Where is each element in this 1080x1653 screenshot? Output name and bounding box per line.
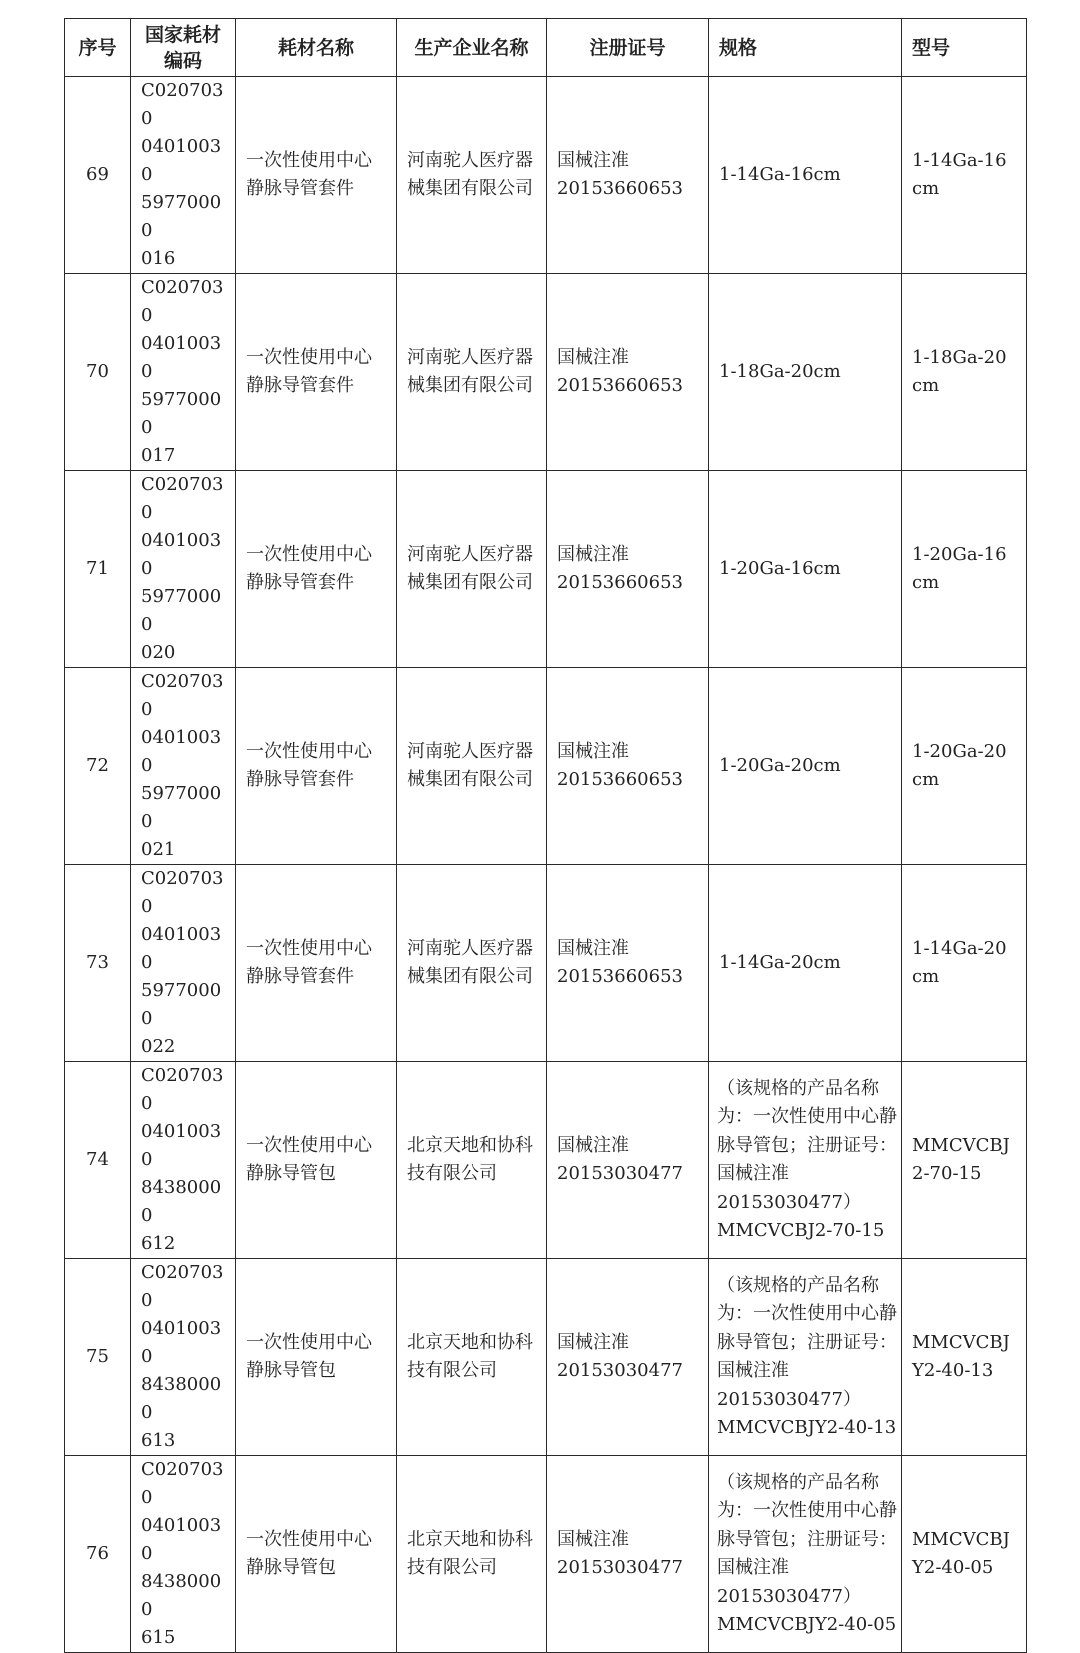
registration-cell: 国械注准 20153660653 — [547, 471, 709, 668]
code-cell: C0207030 04010030 59770000 020 — [131, 471, 236, 668]
table-row — [65, 865, 1027, 1062]
model-cell: 1-18Ga-20cm — [902, 274, 1027, 471]
code-cell: C0207030 04010030 59770000 016 — [131, 77, 236, 274]
model-cell: MMCVCBJY2-40-05 — [902, 1456, 1027, 1653]
name-cell: 一次性使用中心静脉导管套件 — [236, 865, 397, 1062]
seq-cell: 69 — [65, 77, 131, 274]
name-cell: 一次性使用中心静脉导管包 — [236, 1259, 397, 1456]
spec-cell: 1-18Ga-20cm — [709, 274, 902, 471]
code-cell: C0207030 04010030 84380000 612 — [131, 1062, 236, 1259]
seq-cell: 70 — [65, 274, 131, 471]
name-cell: 一次性使用中心静脉导管套件 — [236, 668, 397, 865]
seq-cell: 74 — [65, 1062, 131, 1259]
manufacturer-cell: 河南驼人医疗器械集团有限公司 — [397, 274, 547, 471]
table-row — [65, 471, 1027, 668]
manufacturer-cell: 北京天地和协科技有限公司 — [397, 1456, 547, 1653]
table-row — [65, 274, 1027, 471]
spec-cell: 1-14Ga-16cm — [709, 77, 902, 274]
header-row — [65, 19, 1027, 77]
table-row — [65, 668, 1027, 865]
manufacturer-cell: 北京天地和协科技有限公司 — [397, 1259, 547, 1456]
header-seq: 序号 — [65, 19, 131, 77]
name-cell: 一次性使用中心静脉导管套件 — [236, 471, 397, 668]
table-row — [65, 1456, 1027, 1653]
manufacturer-cell: 河南驼人医疗器械集团有限公司 — [397, 471, 547, 668]
spec-cell: 1-20Ga-16cm — [709, 471, 902, 668]
seq-cell: 76 — [65, 1456, 131, 1653]
table-row — [65, 77, 1027, 274]
code-cell: C0207030 04010030 59770000 022 — [131, 865, 236, 1062]
header-model: 型号 — [902, 19, 1027, 77]
seq-cell: 71 — [65, 471, 131, 668]
seq-cell: 75 — [65, 1259, 131, 1456]
registration-cell: 国械注准 20153660653 — [547, 865, 709, 1062]
header-spec: 规格 — [709, 19, 902, 77]
model-cell: 1-14Ga-20cm — [902, 865, 1027, 1062]
code-cell: C0207030 04010030 59770000 017 — [131, 274, 236, 471]
table-row — [65, 1259, 1027, 1456]
registration-cell: 国械注准 20153660653 — [547, 668, 709, 865]
spec-cell: 1-14Ga-20cm — [709, 865, 902, 1062]
name-cell: 一次性使用中心静脉导管套件 — [236, 77, 397, 274]
code-cell: C0207030 04010030 59770000 021 — [131, 668, 236, 865]
registration-cell: 国械注准 20153030477 — [547, 1062, 709, 1259]
seq-cell: 73 — [65, 865, 131, 1062]
header-registration: 注册证号 — [547, 19, 709, 77]
model-cell: 1-20Ga-20cm — [902, 668, 1027, 865]
manufacturer-cell: 河南驼人医疗器械集团有限公司 — [397, 77, 547, 274]
registration-cell: 国械注准 20153660653 — [547, 274, 709, 471]
registration-cell: 国械注准 20153660653 — [547, 77, 709, 274]
code-cell: C0207030 04010030 84380000 615 — [131, 1456, 236, 1653]
model-cell: MMCVCBJY2-40-13 — [902, 1259, 1027, 1456]
manufacturer-cell: 河南驼人医疗器械集团有限公司 — [397, 668, 547, 865]
name-cell: 一次性使用中心静脉导管包 — [236, 1062, 397, 1259]
table-row — [65, 1062, 1027, 1259]
registration-cell: 国械注准 20153030477 — [547, 1456, 709, 1653]
name-cell: 一次性使用中心静脉导管套件 — [236, 274, 397, 471]
header-manufacturer: 生产企业名称 — [397, 19, 547, 77]
manufacturer-cell: 北京天地和协科技有限公司 — [397, 1062, 547, 1259]
model-cell: 1-20Ga-16cm — [902, 471, 1027, 668]
manufacturer-cell: 河南驼人医疗器械集团有限公司 — [397, 865, 547, 1062]
seq-cell: 72 — [65, 668, 131, 865]
header-code: 国家耗材编码 — [131, 19, 236, 77]
registration-cell: 国械注准 20153030477 — [547, 1259, 709, 1456]
model-cell: MMCVCBJ2-70-15 — [902, 1062, 1027, 1259]
spec-cell: （该规格的产品名称为：一次性使用中心静脉导管包；注册证号：国械注准20153030477）MMCVCBJ2-70-15 — [709, 1062, 902, 1259]
consumables-table — [64, 18, 1027, 1653]
spec-cell: （该规格的产品名称为：一次性使用中心静脉导管包；注册证号：国械注准20153030477）MMCVCBJY2-40-05 — [709, 1456, 902, 1653]
model-cell: 1-14Ga-16cm — [902, 77, 1027, 274]
code-cell: C0207030 04010030 84380000 613 — [131, 1259, 236, 1456]
header-name: 耗材名称 — [236, 19, 397, 77]
name-cell: 一次性使用中心静脉导管包 — [236, 1456, 397, 1653]
spec-cell: 1-20Ga-20cm — [709, 668, 902, 865]
spec-cell: （该规格的产品名称为：一次性使用中心静脉导管包；注册证号：国械注准20153030477）MMCVCBJY2-40-13 — [709, 1259, 902, 1456]
